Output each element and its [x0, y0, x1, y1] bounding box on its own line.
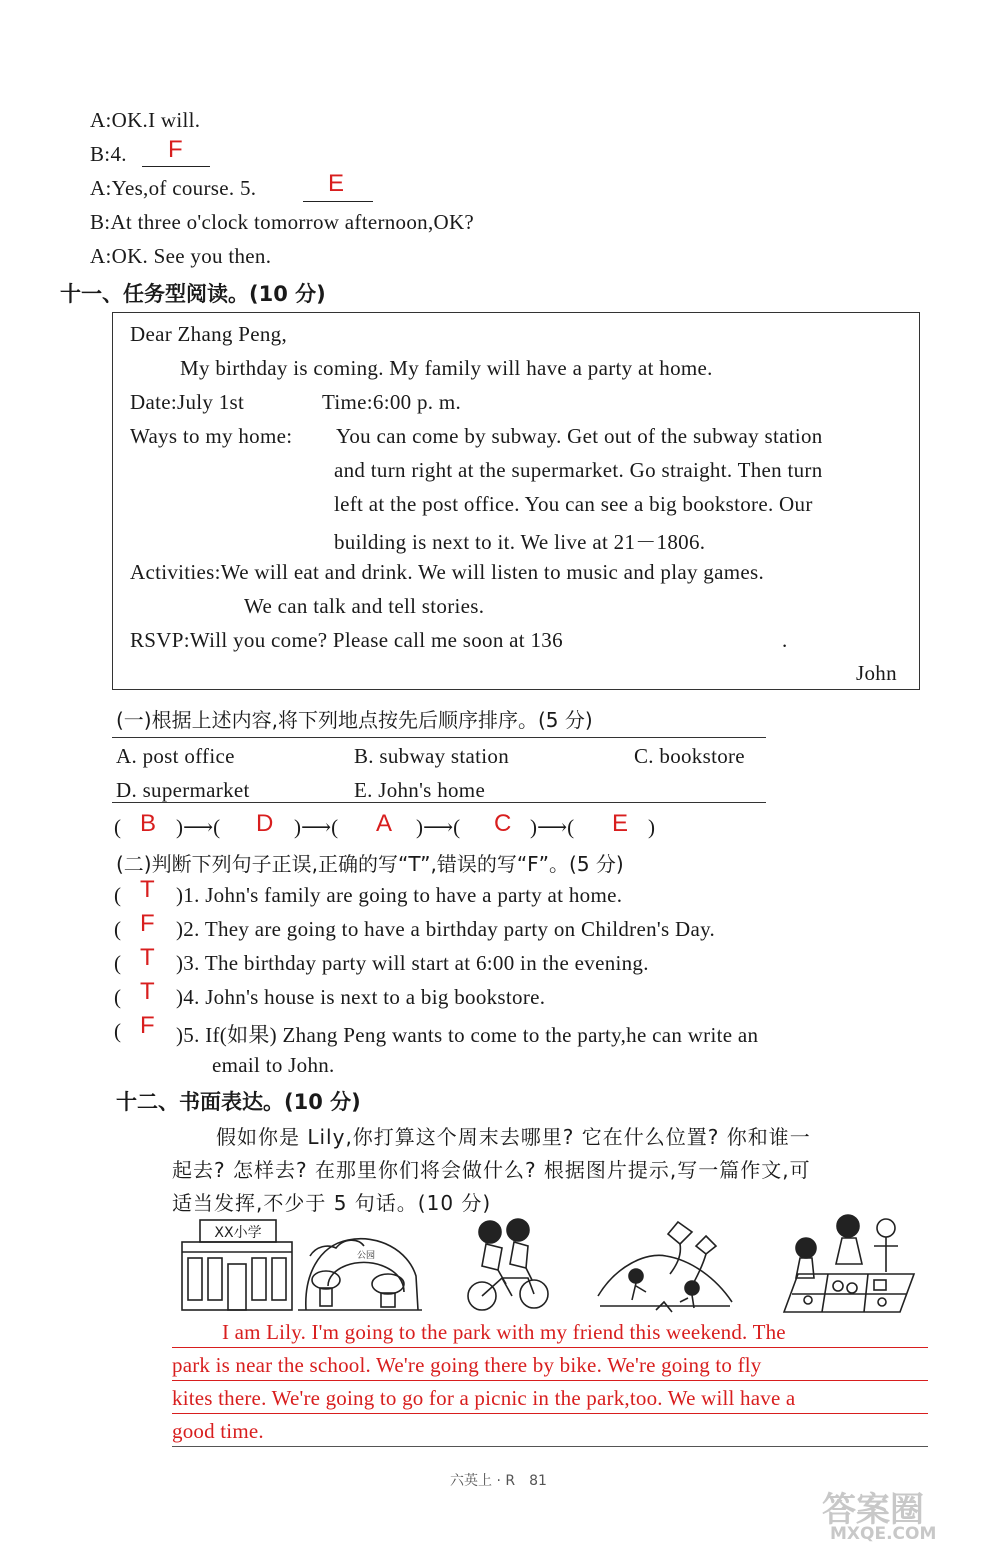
school-sign-text: XX小学 — [214, 1225, 262, 1241]
page-footer: 六英上 · R 81 — [450, 1473, 547, 1489]
picnic-illustration — [778, 1214, 920, 1314]
tf-item-1: )1. John's family are going to have a party at home. — [176, 883, 623, 907]
blank-4-underline — [142, 166, 210, 167]
part2-instruction: (二)判断下列句子正误,正确的写“T”,错误的写“F”。(5 分) — [116, 852, 624, 876]
blank-5-underline — [303, 201, 373, 202]
bike-illustration — [462, 1218, 554, 1314]
section-12-heading: 十二、书面表达。(10 分) — [116, 1090, 361, 1114]
letter-activities-1: Activities:We will eat and drink. We will listen to music and play games. — [130, 560, 765, 584]
watermark-logo: 答案圈 — [822, 1490, 924, 1530]
order-answer-5: E — [612, 810, 629, 837]
option-e: E. John's home — [354, 778, 486, 802]
dialogue-line-3: A:Yes,of course. 5. — [90, 176, 257, 200]
tf-answer-2: F — [140, 910, 155, 937]
watermark-url: MXQE.COM — [830, 1524, 937, 1544]
dialogue-line-2: B:4. — [90, 142, 127, 166]
letter-ways-3: left at the post office. You can see a big bookstore. Our — [334, 492, 813, 516]
letter-time: Time:6:00 p. m. — [322, 390, 462, 414]
picnic-blanket — [784, 1274, 914, 1312]
park-sign-text: 公园 — [356, 1251, 376, 1261]
answer-5: E — [328, 170, 345, 197]
essay-line-1: I am Lily. I'm going to the park with my friend this weekend. The — [222, 1320, 786, 1344]
letter-ways-4: building is next to it. We live at 21－1806. — [334, 530, 706, 554]
letter-date: Date:July 1st — [130, 390, 245, 414]
essay-line-2: park is near the school. We're going there by bike. We're going to fly — [172, 1353, 762, 1377]
essay-line-3: kites there. We're going to go for a picnic in the park,too. We will have a — [172, 1386, 796, 1410]
letter-activities-2: We can talk and tell stories. — [244, 594, 485, 618]
tf-answer-1: T — [140, 876, 155, 903]
letter-rsvp: RSVP:Will you come? Please call me soon at 136 — [130, 628, 563, 652]
dialogue-line-5: A:OK. See you then. — [90, 244, 272, 268]
dialogue-line-1: A:OK.I will. — [90, 108, 201, 132]
option-d: D. supermarket — [116, 778, 250, 802]
option-b: B. subway station — [354, 744, 510, 768]
tf-item-5-cont: email to John. — [212, 1053, 335, 1077]
essay-underline-2 — [172, 1380, 928, 1381]
essay-underline-3 — [172, 1413, 928, 1414]
order-answer-4: C — [494, 810, 512, 837]
tf-item-3: )3. The birthday party will start at 6:00 in the evening. — [176, 951, 649, 975]
letter-signature: John — [856, 661, 897, 685]
order-answer-2: D — [256, 810, 274, 837]
tf-item-2: )2. They are going to have a birthday party on Children's Day. — [176, 917, 716, 941]
tf-item-4: )4. John's house is next to a big bookstore. — [176, 985, 546, 1009]
park-trees — [306, 1239, 418, 1310]
letter-rsvp-period: . — [782, 628, 788, 652]
section-11-heading: 十一、任务型阅读。(10 分) — [60, 282, 326, 306]
essay-line-4: good time. — [172, 1419, 264, 1443]
tf-answer-4: T — [140, 978, 155, 1005]
option-a: A. post office — [116, 744, 235, 768]
letter-ways-label: Ways to my home: — [130, 424, 293, 448]
tf-answer-3: T — [140, 944, 155, 971]
tf-item-5: )5. If(如果) Zhang Peng wants to come to the party,he can write an — [176, 1023, 759, 1047]
option-c: C. bookstore — [634, 744, 745, 768]
answer-4: F — [168, 136, 183, 163]
essay-underline-1 — [172, 1347, 928, 1348]
dialogue-line-4: B:At three o'clock tomorrow afternoon,OK? — [90, 210, 475, 234]
prompt-line-3: 适当发挥,不少于 5 句话。(10 分) — [172, 1191, 492, 1215]
essay-underline-4 — [172, 1446, 928, 1447]
part1-instruction: (一)根据上述内容,将下列地点按先后顺序排序。(5 分) — [116, 708, 593, 732]
school-park-illustration — [178, 1216, 423, 1314]
options-top-border — [112, 737, 766, 738]
tf-answer-5: F — [140, 1012, 155, 1039]
order-answer-3: A — [376, 810, 393, 837]
prompt-line-2: 起去? 怎样去? 在那里你们将会做什么? 根据图片提示,写一篇作文,可 — [172, 1158, 811, 1182]
letter-ways-2: and turn right at the supermarket. Go straight. Then turn — [334, 458, 823, 482]
prompt-line-1: 假如你是 Lily,你打算这个周末去哪里? 它在什么位置? 你和谁一 — [216, 1125, 811, 1149]
order-answer-1: B — [140, 810, 157, 837]
letter-greeting: Dear Zhang Peng, — [130, 322, 287, 346]
kite-illustration — [596, 1216, 734, 1314]
letter-ways-1: You can come by subway. Get out of the subway station — [336, 424, 823, 448]
letter-intro: My birthday is coming. My family will have a party at home. — [180, 356, 713, 380]
